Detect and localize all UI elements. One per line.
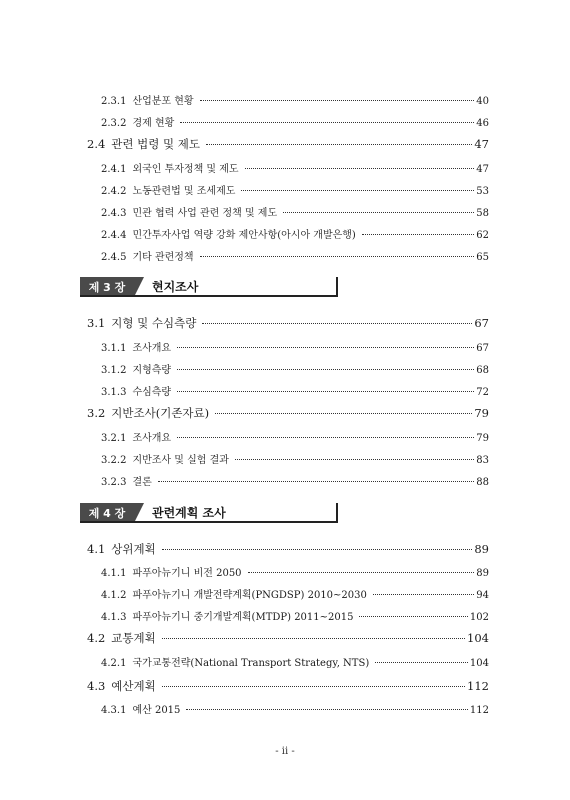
toc-number: 3.2 — [87, 406, 106, 420]
toc-entry[interactable] — [101, 182, 489, 197]
toc-number: 3.1 — [87, 316, 106, 330]
toc-entry[interactable] — [101, 473, 489, 488]
toc-page-number: 68 — [476, 365, 489, 376]
toc-page-number: 104 — [469, 658, 489, 669]
toc-title: 민간투자사업 역량 강화 제안사항(아시아 개발은행) — [132, 230, 356, 241]
dot-leader — [200, 100, 475, 101]
toc-number: 4.3 — [87, 679, 106, 693]
page-footer-number: - ii - — [275, 746, 295, 757]
toc-entry[interactable] — [101, 429, 489, 444]
toc-page-number: 46 — [476, 118, 489, 129]
toc-page-number: 88 — [476, 477, 489, 488]
dot-leader — [373, 594, 474, 595]
dot-leader — [162, 686, 465, 687]
toc-title: 파푸아뉴기니 중기개발계획(MTDP) 2011~2015 — [132, 612, 354, 623]
toc-page-number: 47 — [474, 137, 489, 151]
toc-number: 2.4.3 — [101, 208, 127, 219]
dot-leader — [177, 391, 474, 392]
toc-entry[interactable] — [101, 564, 489, 579]
dot-leader — [177, 437, 474, 438]
toc-number: 3.1.1 — [101, 343, 127, 354]
toc-number: 3.1.3 — [101, 387, 127, 398]
toc-title: 노동관련법 및 조세제도 — [132, 186, 236, 197]
toc-title: 조사개요 — [132, 343, 172, 354]
toc-page-number: 79 — [474, 406, 489, 420]
toc-number: 3.1.2 — [101, 365, 127, 376]
toc-number: 2.4.4 — [101, 230, 127, 241]
toc-title: 결론 — [132, 477, 152, 488]
toc-title: 국가교통전략(National Transport Strategy, NTS) — [132, 658, 370, 669]
toc-number: 3.2.2 — [101, 455, 127, 466]
toc-title: 민관 협력 사업 관련 정책 및 제도 — [132, 208, 278, 219]
toc-number: 2.3.1 — [101, 96, 127, 107]
toc-number: 4.1 — [87, 542, 106, 556]
dot-leader — [245, 168, 475, 169]
toc-page-number: 67 — [476, 343, 489, 354]
toc-entry[interactable] — [87, 541, 489, 557]
toc-entry[interactable] — [101, 226, 489, 241]
toc-entry[interactable] — [101, 361, 489, 376]
toc-number: 2.4.2 — [101, 186, 127, 197]
toc-page-number: 112 — [469, 705, 489, 716]
toc-entry[interactable] — [87, 630, 489, 646]
dot-leader — [248, 572, 475, 573]
toc-title: 지형측량 — [132, 365, 172, 376]
toc-number: 3.2.3 — [101, 477, 127, 488]
chapter-label: 제 4 장 — [80, 503, 134, 523]
toc-number: 2.4.1 — [101, 164, 127, 175]
chapter-label: 제 3 장 — [80, 277, 134, 297]
dot-leader — [375, 662, 468, 663]
toc-page-number: 67 — [474, 316, 489, 330]
toc-title: 예산계획 — [111, 679, 156, 693]
dot-leader — [162, 638, 465, 639]
toc-number: 2.3.2 — [101, 118, 127, 129]
toc-entry[interactable] — [87, 136, 489, 152]
toc-title: 외국인 투자정책 및 제도 — [132, 164, 239, 175]
chapter-end-bar — [336, 277, 338, 297]
dot-leader — [359, 616, 467, 617]
toc-title: 관련 법령 및 제도 — [111, 137, 201, 151]
toc-page-number: 47 — [476, 164, 489, 175]
toc-entry[interactable] — [101, 586, 489, 601]
dot-leader — [177, 369, 474, 370]
toc-number: 4.1.1 — [101, 568, 127, 579]
toc-title: 경제 현황 — [132, 118, 175, 129]
chapter-tab-slant — [134, 277, 144, 297]
toc-title: 지반조사(기존자료) — [111, 406, 210, 420]
toc-title: 산업분포 현황 — [132, 96, 194, 107]
toc-entry[interactable] — [87, 315, 489, 331]
chapter-3-header — [80, 277, 338, 297]
toc-page-number: 79 — [476, 433, 489, 444]
dot-leader — [206, 144, 472, 145]
toc-entry[interactable] — [87, 678, 489, 694]
toc-number: 4.2.1 — [101, 658, 127, 669]
toc-page-number: 104 — [467, 631, 489, 645]
toc-title: 파푸아뉴기니 개발전략계획(PNGDSP) 2010~2030 — [132, 590, 367, 601]
chapter-title: 관련계획 조사 — [152, 506, 226, 520]
toc-title: 예산 2015 — [132, 705, 181, 716]
dot-leader — [158, 481, 474, 482]
toc-entry[interactable] — [101, 160, 489, 175]
dot-leader — [186, 709, 468, 710]
toc-page-number: 53 — [476, 186, 489, 197]
toc-title: 지반조사 및 실험 결과 — [132, 455, 229, 466]
toc-number: 2.4 — [87, 137, 106, 151]
toc-title: 조사개요 — [132, 433, 172, 444]
chapter-underline — [80, 521, 338, 523]
toc-title: 지형 및 수심측량 — [111, 316, 197, 330]
dot-leader — [180, 122, 474, 123]
toc-number: 4.2 — [87, 631, 106, 645]
dot-leader — [177, 347, 474, 348]
toc-title: 교통계획 — [111, 631, 156, 645]
toc-page-number: 89 — [476, 568, 489, 579]
toc-number: 4.1.2 — [101, 590, 127, 601]
toc-page-number: 112 — [467, 679, 489, 693]
toc-entry[interactable] — [101, 608, 489, 623]
dot-leader — [235, 459, 474, 460]
dot-leader — [283, 212, 474, 213]
chapter-underline — [80, 295, 338, 297]
dot-leader — [202, 323, 472, 324]
toc-page-number: 72 — [476, 387, 489, 398]
toc-page-number: 83 — [476, 455, 489, 466]
toc-entry[interactable] — [101, 248, 489, 263]
dot-leader — [241, 190, 474, 191]
toc-entry[interactable] — [101, 451, 489, 466]
toc-title: 기타 관련정책 — [132, 252, 194, 263]
toc-title: 파푸아뉴기니 비전 2050 — [132, 568, 242, 579]
toc-page-number: 40 — [476, 96, 489, 107]
toc-entry[interactable] — [101, 114, 489, 129]
toc-page-number: 58 — [476, 208, 489, 219]
dot-leader — [362, 234, 474, 235]
toc-entry[interactable] — [101, 92, 489, 107]
toc-entry[interactable] — [101, 383, 489, 398]
toc-page-number: 89 — [474, 542, 489, 556]
toc-number: 4.3.1 — [101, 705, 127, 716]
toc-entry[interactable] — [87, 405, 489, 421]
toc-page-number: 102 — [469, 612, 489, 623]
dot-leader — [162, 549, 473, 550]
toc-page-number: 94 — [476, 590, 489, 601]
dot-leader — [200, 256, 475, 257]
chapter-tab-slant — [134, 503, 144, 523]
toc-entry[interactable] — [101, 701, 489, 716]
toc-page-number: 62 — [476, 230, 489, 241]
toc-number: 4.1.3 — [101, 612, 127, 623]
chapter-end-bar — [336, 503, 338, 523]
toc-page-number: 65 — [476, 252, 489, 263]
toc-title: 수심측량 — [132, 387, 172, 398]
toc-entry[interactable] — [101, 654, 489, 669]
dot-leader — [215, 413, 472, 414]
chapter-title: 현지조사 — [152, 280, 199, 294]
toc-number: 3.2.1 — [101, 433, 127, 444]
toc-number: 2.4.5 — [101, 252, 127, 263]
toc-entry[interactable] — [101, 204, 489, 219]
toc-entry[interactable] — [101, 339, 489, 354]
toc-title: 상위계획 — [111, 542, 156, 556]
chapter-4-header — [80, 503, 338, 523]
